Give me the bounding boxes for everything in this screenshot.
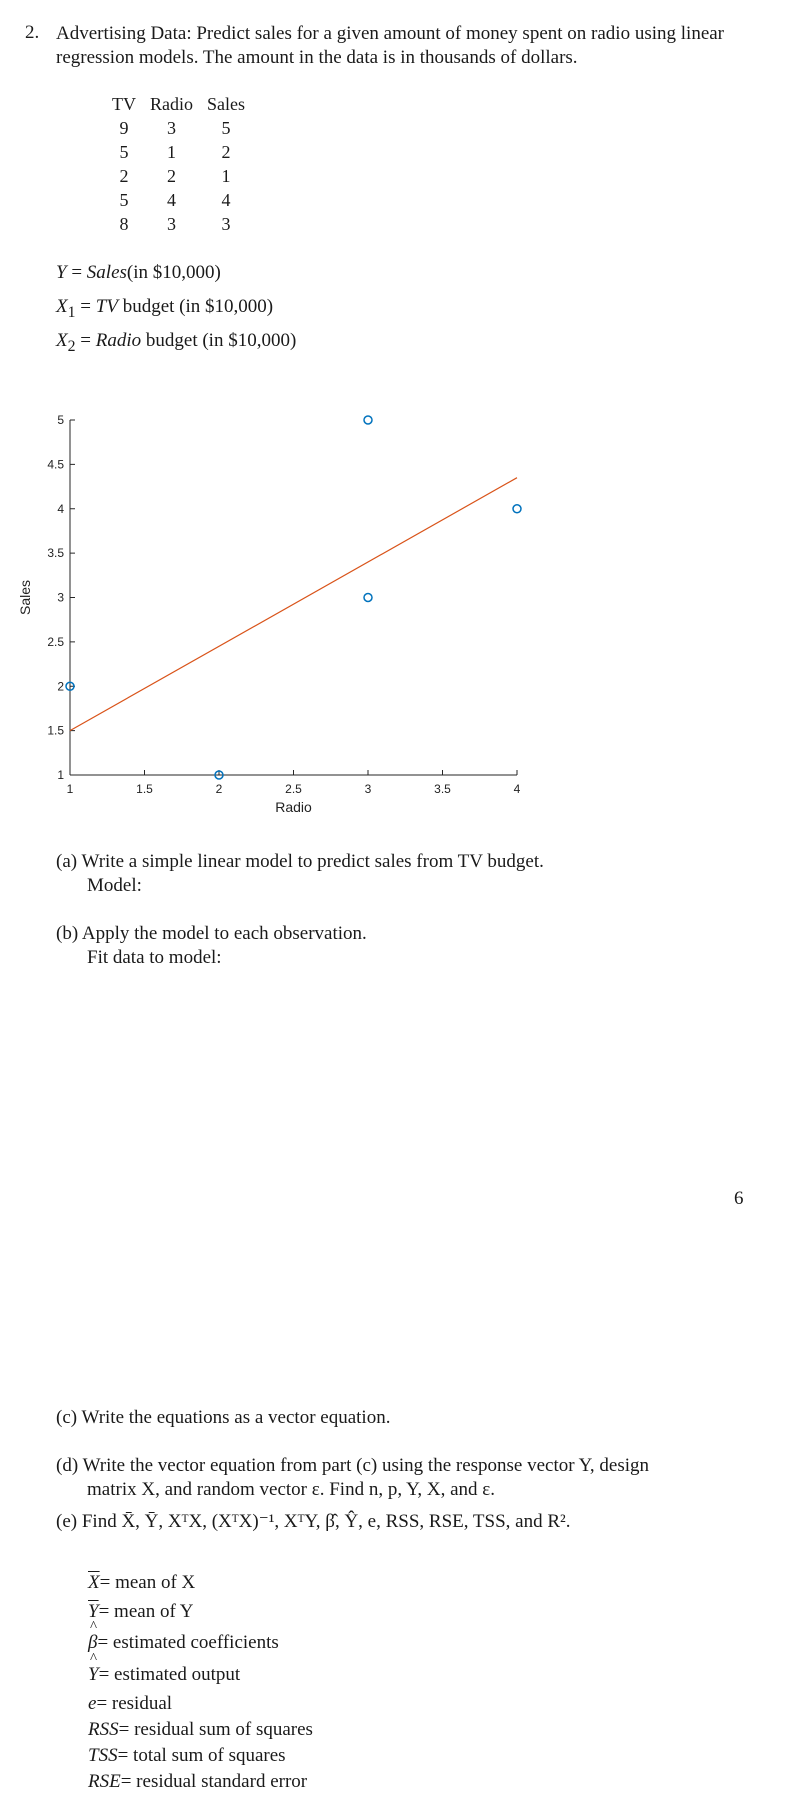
table-cell: 8 [119, 214, 129, 234]
variable-unit: (in $10,000) [126, 262, 221, 283]
definition-symbol: RSS [88, 1719, 119, 1740]
variable-name: Sales [86, 262, 127, 283]
definition-text: = estimated coefficients [97, 1632, 279, 1653]
y-tick-label: 4.5 [47, 457, 64, 472]
y-axis-label: Sales [17, 579, 33, 616]
definition-text: = residual sum of squares [118, 1719, 313, 1740]
table-cell: 2 [119, 166, 129, 186]
part-b-label: (b) [56, 923, 79, 944]
part-c-text: Write the equations as a vector equation. [81, 1407, 391, 1428]
variable-name: TV [95, 296, 118, 317]
chart-axes [70, 420, 517, 775]
table-cell: 3 [167, 118, 176, 138]
data-table [105, 92, 252, 236]
definition-symbol: ^ β [88, 1632, 97, 1654]
y-tick-label: 2.5 [47, 634, 64, 649]
variable-unit: budget (in $10,000) [141, 330, 297, 351]
definition-text: = mean of Y [98, 1601, 194, 1622]
y-tick-label: 3 [57, 590, 64, 605]
regression-line [70, 478, 517, 731]
variable-symbol: X [56, 330, 68, 351]
definition-text: = residual [96, 1693, 173, 1714]
x-tick-label: 1.5 [136, 782, 153, 796]
definition-symbol: RSE [88, 1771, 121, 1792]
table-header-tv: TV [112, 94, 136, 114]
part-a [56, 850, 544, 874]
definition-item [88, 1693, 172, 1715]
part-b-fit: Fit data to model: [87, 947, 222, 968]
data-point [364, 594, 372, 602]
page-number: 6 [734, 1188, 744, 1209]
part-d-text-2: matrix X, and random vector ε. Find n, p, Y, X, and ε. [87, 1479, 496, 1500]
part-d-text: Write the vector equation from part (c) using the response vector Y, design [82, 1455, 649, 1476]
chart-fit-line-group [70, 478, 517, 731]
definition-text: = residual standard error [120, 1771, 308, 1792]
y-tick-label: 5 [57, 413, 64, 427]
table-cell: 2 [167, 166, 176, 186]
table-row [105, 212, 252, 236]
definition-item [88, 1632, 279, 1654]
part-b-text: Apply the model to each observation. [81, 923, 367, 944]
table-row [105, 116, 252, 140]
variable-unit: budget (in $10,000) [117, 296, 274, 317]
definition-symbol: e [88, 1693, 97, 1714]
part-e-text: Find X̄, Ȳ, XᵀX, (XᵀX)⁻¹, XᵀY, β̂, Ŷ, e, RSS, RSE, TSS, and R². [81, 1511, 571, 1532]
table-header-row [105, 92, 252, 116]
table-cell: 2 [221, 142, 231, 162]
definition-item [88, 1601, 194, 1623]
table-cell: 5 [119, 190, 129, 210]
definition-text: = mean of X [99, 1572, 196, 1593]
table-cell: 1 [221, 166, 231, 186]
part-c-label: (c) [56, 1407, 78, 1428]
x-tick-label: 3.5 [434, 782, 451, 796]
table-header-radio: Radio [150, 94, 193, 114]
chart-labels-group [17, 413, 521, 815]
definition-item [88, 1771, 307, 1793]
variable-definition-y: Y = Sales(in $10,000) [56, 262, 221, 283]
table-row [105, 164, 252, 188]
data-point [513, 505, 521, 513]
part-c [56, 1406, 390, 1430]
definition-symbol: $\overline{X}$ [88, 1572, 100, 1593]
definition-symbol: $\overline{Y}$ [88, 1601, 99, 1622]
table-header-sales: Sales [207, 94, 245, 114]
definition-text: = estimated output [98, 1664, 241, 1685]
y-tick-label: 4 [57, 501, 64, 516]
x-tick-label: 4 [513, 782, 521, 796]
definition-item [88, 1664, 240, 1686]
scatter-plot [0, 395, 560, 835]
chart-points-group [66, 416, 521, 779]
variable-subscript: 2 [67, 337, 76, 355]
y-tick-label: 1.5 [47, 723, 64, 738]
part-a-text: Write a simple linear model to predict sales from TV budget. [81, 851, 544, 872]
table-cell: 1 [167, 142, 176, 162]
question-text: Advertising Data: Predict sales for a given amount of money spent on radio using linear regression models. The amount in the data is in thousands of dollars. [56, 23, 725, 68]
part-a-label: (a) [56, 851, 78, 872]
table-cell: 5 [119, 142, 129, 162]
table-cell: 3 [167, 214, 176, 234]
table-cell: 4 [221, 190, 231, 210]
part-a-model: Model: [87, 875, 142, 896]
variable-definition-x1: $X_1$ = TV budget (in $10,000) [56, 296, 274, 321]
table-cell: 3 [221, 214, 231, 234]
x-tick-label: 2.5 [285, 782, 302, 796]
part-e [56, 1510, 570, 1534]
data-point [364, 416, 372, 424]
question-number: 2. [25, 22, 40, 43]
table-cell: 5 [221, 118, 231, 138]
part-e-label: (e) [56, 1511, 78, 1532]
part-d-label: (d) [56, 1455, 79, 1476]
table-cell: 9 [119, 118, 129, 138]
x-tick-label: 2 [215, 782, 223, 796]
definition-item [88, 1719, 313, 1741]
y-tick-label: 3.5 [47, 546, 64, 561]
definition-item [88, 1572, 195, 1594]
y-tick-label: 1 [57, 768, 64, 782]
y-tick-label: 2 [57, 679, 64, 694]
definition-text: = total sum of squares [117, 1745, 286, 1766]
table-row [105, 188, 252, 212]
variable-subscript: 1 [67, 303, 76, 321]
table-row [105, 140, 252, 164]
x-axis-label: Radio [275, 799, 312, 815]
variable-name: Radio [95, 330, 142, 351]
part-b [56, 922, 367, 946]
table-cell: 4 [167, 190, 176, 210]
definition-symbol: TSS [88, 1745, 118, 1766]
definition-item [88, 1745, 286, 1767]
variable-symbol: Y [56, 262, 67, 283]
variable-symbol: X [56, 296, 68, 317]
x-tick-label: 3 [364, 782, 372, 796]
part-d [56, 1454, 649, 1478]
x-tick-label: 1 [66, 782, 74, 796]
variable-definition-x2: $X_2$ = Radio budget (in $10,000) [56, 330, 297, 355]
definition-symbol: ^ Y [88, 1664, 99, 1686]
